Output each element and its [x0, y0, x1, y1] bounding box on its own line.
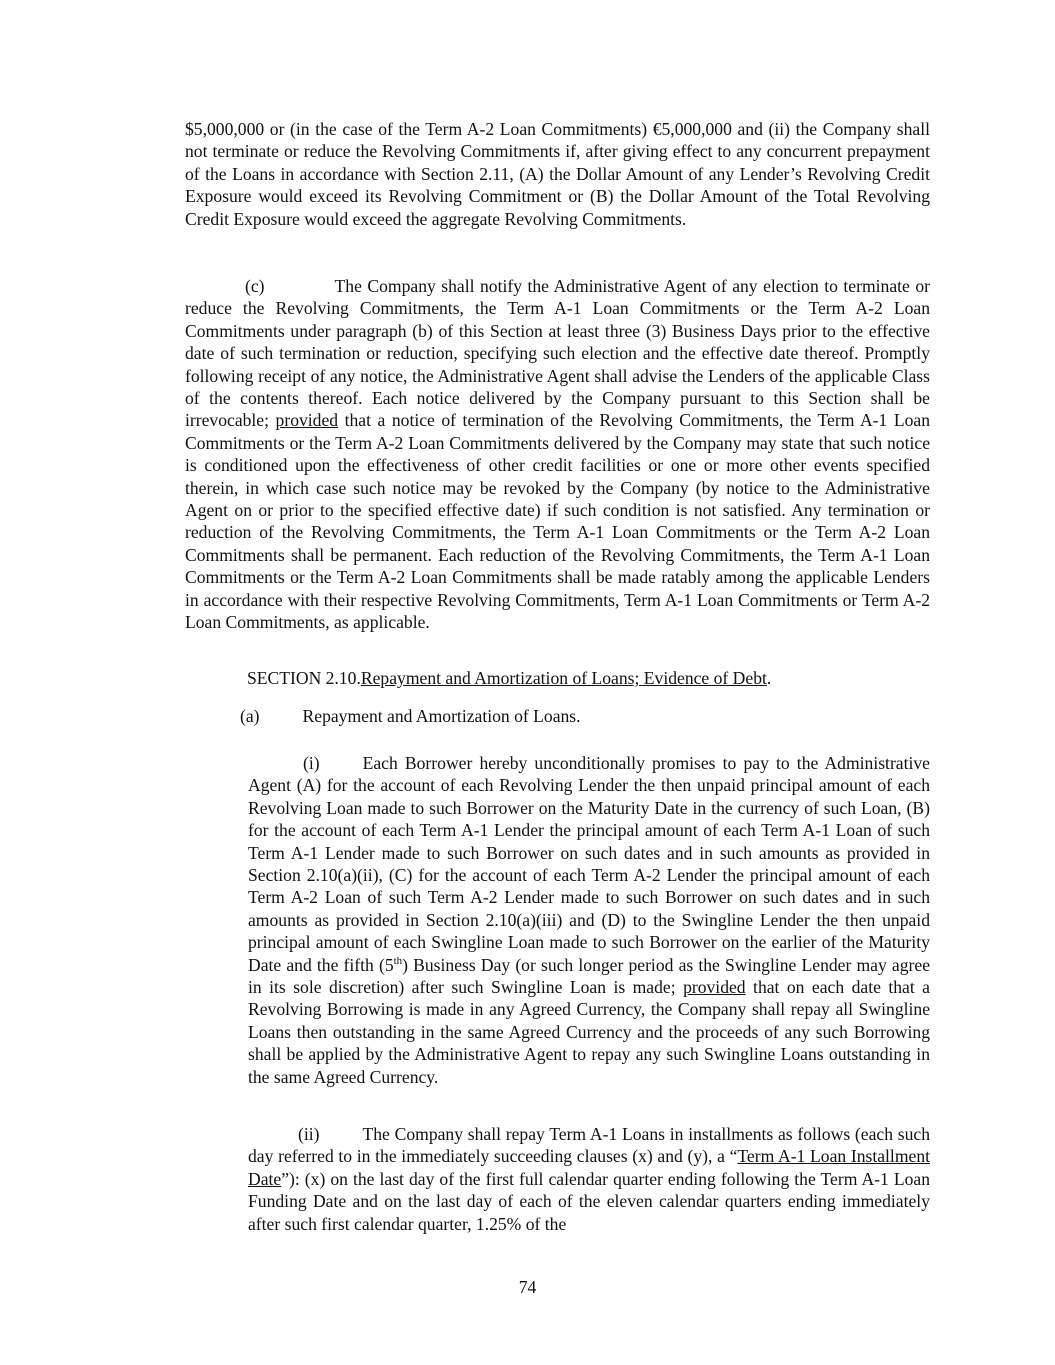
paragraph-c: [185, 275, 930, 634]
paragraph-label: (ii): [298, 1124, 320, 1144]
paragraph-a: [185, 705, 930, 727]
paragraph-label: (a): [240, 706, 260, 726]
text-run: $5,000,000 or (in the case of the Term A-2 Loan Commitments) €5,000,000 and (ii) the Company shall not terminate or reduce the Revolving Commitments if, after giving effect to any concurrent prepayment of the Loans in accordance with Section 2.11, (A) the Dollar Amount of any Lender’s Revolving Credit Exposure would exceed its Revolving Commitment or (B) the Dollar Amount of the Total Revolving Credit Exposure would exceed the aggregate Revolving Commitments.: [185, 119, 930, 229]
underlined-term: provided: [275, 410, 339, 431]
text-run: Each Borrower hereby unconditionally promises to pay to the Administrative Agent (A) for the account of each Revolving Lender the then unpaid principal amount of each Revolving Loan made to such Borrower on the Maturity Date in the currency of such Loan, (B) for the account of each Term A-1 Lender the principal amount of each Term A-1 Loan of such Term A-1 Lender made to such Borrower on such dates and in such amounts as provided in Section 2.10(a)(ii), (C) for the account of each Term A-2 Lender the principal amount of each Term A-2 Loan of such Term A-2 Lender made to such Borrower on such dates and in such amounts as provided in Section 2.10(a)(iii) and (D) to the Swingline Lender the then unpaid principal amount of each Swingline Loan made to such Borrower on the earlier of the Maturity Date and the fifth (5: [248, 753, 930, 975]
text-run: ) Business Day (or such longer period as the Swingline Lender may agree in its sole discretion) after such Swingline Loan is made;: [248, 954, 930, 998]
paragraph-ii: [248, 1123, 930, 1235]
superscript-ordinal: th: [393, 954, 403, 967]
underlined-term: provided: [683, 977, 746, 998]
section-title-underlined: Repayment and Amortization of Loans; Evidence of Debt: [360, 668, 767, 688]
page-number: 74: [518, 1277, 537, 1297]
text-run: .: [766, 668, 772, 688]
text-run: that on each date that a Revolving Borrowing is made in any Agreed Currency, the Company shall repay all Swingline Loans then outstanding in the same Agreed Currency and the proceeds of any such Borrowing shall be applied by the Administrative Agent to repay any such Swingline Loans outstanding in the same Agreed Currency.: [248, 977, 930, 1087]
section-number: SECTION 2.10.: [247, 668, 361, 688]
text-run: The Company shall repay Term A-1 Loans in installments as follows (each such day referred to in the immediately succeeding clauses (x) and (y), a “: [248, 1124, 930, 1167]
paragraph-i: [248, 752, 930, 1088]
text-run: ”): (x) on the last day of the first full calendar quarter ending following the Term A-1 Loan Funding Date and on the last day of each of the eleven calendar quarters ending immediately after such first calendar quarter, 1.25% of the: [248, 1168, 930, 1234]
text-run: that a notice of termination of the Revolving Commitments, the Term A-1 Loan Commitments or the Term A-2 Loan Commitments delivered by the Company may state that such notice is conditioned upon the effectiveness of other credit facilities or one or more other events specified therein, in which case such notice may be revoked by the Company (by notice to the Administrative Agent on or prior to the specified effective date) if such condition is not satisfied. Any termination or reduction of the Revolving Commitments, the Term A-1 Loan Commitments or the Term A-2 Loan Commitments shall be permanent. Each reduction of the Revolving Commitments, the Term A-1 Loan Commitments or the Term A-2 Loan Commitments shall be made ratably among the applicable Lenders in accordance with their respective Revolving Commitments, Term A-1 Loan Commitments or Term A-2 Loan Commitments, as applicable.: [185, 410, 930, 633]
text-run: The Company shall notify the Administrative Agent of any election to terminate or reduce the Revolving Commitments, the Term A-1 Loan Commitments or the Term A-2 Loan Commitments under paragraph (b) of this Section at least three (3) Business Days prior to the effective date of such termination or reduction, specifying such election and the effective date thereof. Promptly following receipt of any notice, the Administrative Agent shall advise the Lenders of the applicable Class of the contents thereof. Each notice delivered by the Company pursuant to this Section shall be irrevocable;: [185, 276, 930, 431]
text-run: Repayment and Amortization of Loans.: [302, 706, 581, 726]
paragraph-label: (i): [303, 753, 320, 773]
paragraph-label: (c): [245, 276, 265, 296]
paragraph-continuation: [185, 118, 930, 230]
section-heading: [185, 667, 930, 689]
underlined-defined-term: Term A-1 Loan Installment Date: [248, 1146, 931, 1189]
